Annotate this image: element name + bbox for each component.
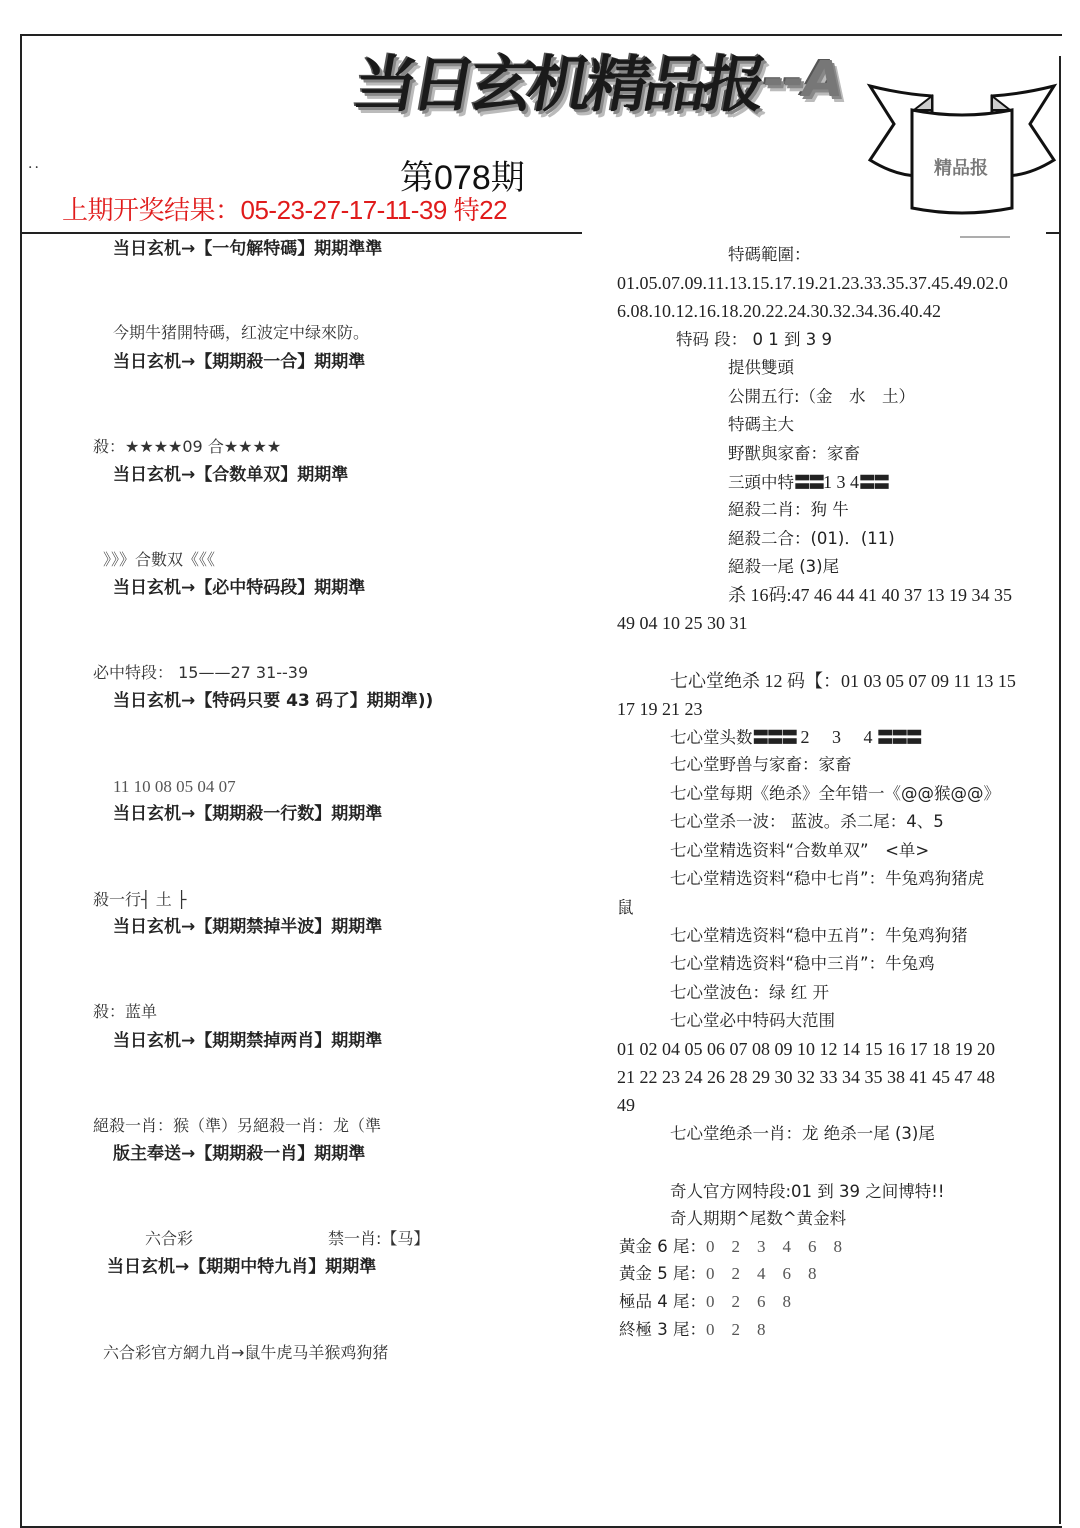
tail-row xyxy=(619,1263,817,1285)
kill-two-zodiac: 絕殺二肖：狗 牛 xyxy=(728,500,849,519)
three-heads xyxy=(728,471,888,494)
faint-mark xyxy=(960,236,1010,238)
tail-values: 0 2 4 6 8 xyxy=(706,1264,817,1283)
section-content: 禁一肖:【马】 xyxy=(328,1229,430,1248)
kill-one-tail: 絕殺一尾 (3)尾 xyxy=(728,557,840,576)
kill-16-codes: 49 04 10 25 30 31 xyxy=(617,613,748,633)
section-title: 当日玄机→【期期禁掉半波】期期準 xyxy=(113,917,383,937)
qxt-big-range-label: 七心堂必中特码大范围 xyxy=(670,1011,835,1030)
tail-label: 終極 3 尾： xyxy=(619,1320,706,1339)
header-divider xyxy=(20,232,582,234)
qxt-wild: 七心堂野兽与家畜：家畜 xyxy=(670,755,852,774)
segment: 特码 段： 0 1 到 3 9 xyxy=(676,330,832,349)
issue-number: 第078期 xyxy=(400,159,525,197)
range-numbers: 01.05.07.09.11.13.15.17.19.21.23.33.35.37.45.49.02.0 xyxy=(617,273,1008,293)
section-content: 六合彩官方網九肖→鼠牛虎马羊猴鸡狗猪 xyxy=(103,1343,389,1362)
big-range-numbers: 21 22 23 24 26 28 29 30 32 33 34 35 38 41 45 47 48 xyxy=(617,1067,995,1087)
banner-suffix: --A xyxy=(757,51,846,109)
tail-values: 0 2 6 8 xyxy=(706,1292,791,1311)
tail-label: 極品 4 尾： xyxy=(619,1292,706,1311)
range-numbers: 6.08.10.12.16.18.20.22.24.30.32.34.36.40.42 xyxy=(617,301,941,321)
section-content: 絕殺一肖：猴（準）另絕殺一肖：龙（準 xyxy=(93,1116,382,1135)
tail-values: 0 2 8 xyxy=(706,1320,766,1339)
section-title: 当日玄机→【特码只要 43 码了】期期準)) xyxy=(113,691,434,711)
border-tick xyxy=(1046,232,1060,234)
section-content: 六合彩 xyxy=(145,1229,194,1248)
section-title: 当日玄机→【期期禁掉两肖】期期準 xyxy=(113,1031,383,1051)
kill-two-sum: 絕殺二合：(01)．(11) xyxy=(728,529,895,548)
tail-row xyxy=(619,1319,766,1341)
qxt-three: 七心堂精选资料“稳中三肖”：牛兔鸡 xyxy=(670,954,935,973)
three-heads-label: 三頭中特 xyxy=(728,473,794,492)
qxt-seven: 鼠 xyxy=(617,898,634,917)
section-title: 当日玄机→【合数单双】期期準 xyxy=(113,465,349,485)
qxt-oddeven: 七心堂精选资料“合数单双” <单> xyxy=(670,841,930,860)
section-content: 今期牛猪開特碼，红波定中绿來防。 xyxy=(113,323,370,342)
section-title: 当日玄机→【期期中特九肖】期期準 xyxy=(107,1257,377,1277)
double-head: 提供雙頭 xyxy=(728,358,794,377)
section-content: 必中特段： 15——27 31--39 xyxy=(93,663,309,682)
qxt-kill-one: 七心堂绝杀一肖：龙 绝杀一尾 (3)尾 xyxy=(670,1124,935,1143)
section-content: 》》》合數双《《《 xyxy=(103,550,216,569)
tail-label: 黃金 6 尾： xyxy=(619,1237,706,1256)
qxt-seven: 七心堂精选资料“稳中七肖”：牛兔鸡狗猪虎 xyxy=(670,869,985,888)
dots: ·· xyxy=(28,160,41,176)
section-content: 殺：★★★★09 合★★★★ xyxy=(93,437,282,456)
five-elements: 公開五行:（金 水 土） xyxy=(728,387,916,406)
section-title: 版主奉送→【期期殺一肖】期期準 xyxy=(113,1144,366,1164)
qxt-heads xyxy=(670,726,921,749)
qxt-wave: 七心堂杀一波： 蓝波。杀二尾：4、5 xyxy=(670,812,944,831)
ribbon-badge-icon xyxy=(862,80,1062,215)
banner-title xyxy=(347,42,847,121)
last-draw-result: 上期开奖结果：05-23-27-17-11-39 特22 xyxy=(62,195,508,225)
bars-icon: 〓〓〓 xyxy=(752,728,796,747)
tail-row xyxy=(619,1291,791,1313)
section-title: 当日玄机→【必中特码段】期期準 xyxy=(113,578,366,598)
big-range-numbers: 01 02 04 05 06 07 08 09 10 12 14 15 16 17 18 19 20 xyxy=(617,1039,995,1059)
page-border-right xyxy=(1059,56,1061,1524)
section-title: 当日玄机→【期期殺一合】期期準 xyxy=(113,352,366,372)
tail-row xyxy=(619,1236,842,1258)
qxt-five: 七心堂精选资料“稳中五肖”：牛兔鸡狗猪 xyxy=(670,926,968,945)
section-content: 11 10 08 05 04 07 xyxy=(113,777,236,796)
big-range-numbers: 49 xyxy=(617,1095,635,1115)
bars-icon: 〓〓 xyxy=(794,473,823,492)
wild-domestic: 野獸與家畜：家畜 xyxy=(728,444,860,463)
tail-label: 黃金 5 尾： xyxy=(619,1264,706,1283)
qxt-yearly: 七心堂每期《绝杀》全年错一《@@猴@@》 xyxy=(670,784,1000,803)
section-title: 当日玄机→【一句解特碼】期期準準 xyxy=(113,239,383,259)
section-content: 殺：蓝单 xyxy=(93,1002,158,1021)
bars-icon: 〓〓〓 xyxy=(877,728,921,747)
qxt-kill-12: 17 19 21 23 xyxy=(617,699,703,719)
three-heads-value: 1 3 4 xyxy=(823,472,859,492)
qxt-color: 七心堂波色：绿 红 开 xyxy=(670,983,829,1002)
qxt-kill-12: 七心堂绝杀 12 码【：01 03 05 07 09 11 13 15 xyxy=(670,671,1016,691)
bars-icon: 〓〓 xyxy=(859,473,888,492)
section-content: 殺一行┤ 土 ├ xyxy=(93,890,187,909)
kill-16-codes: 杀 16码:47 46 44 41 40 37 13 19 34 35 xyxy=(728,585,1013,605)
main-big: 特碼主大 xyxy=(728,415,794,434)
qiren-segment: 奇人官方网特段:01 到 39 之间博特!! xyxy=(670,1182,945,1201)
qxt-heads-label: 七心堂头数 xyxy=(670,728,753,747)
section-title: 当日玄机→【期期殺一行数】期期準 xyxy=(113,804,383,824)
qxt-heads-value: 2 3 4 xyxy=(796,727,877,747)
qiren-title: 奇人期期^尾数^黄金料 xyxy=(670,1209,847,1228)
range-label: 特碼範圍： xyxy=(728,245,811,264)
banner-title-text: 当日玄机精品报 xyxy=(347,50,767,121)
tail-values: 0 2 3 4 6 8 xyxy=(706,1237,842,1256)
ribbon-label: 精品报 xyxy=(934,158,988,179)
